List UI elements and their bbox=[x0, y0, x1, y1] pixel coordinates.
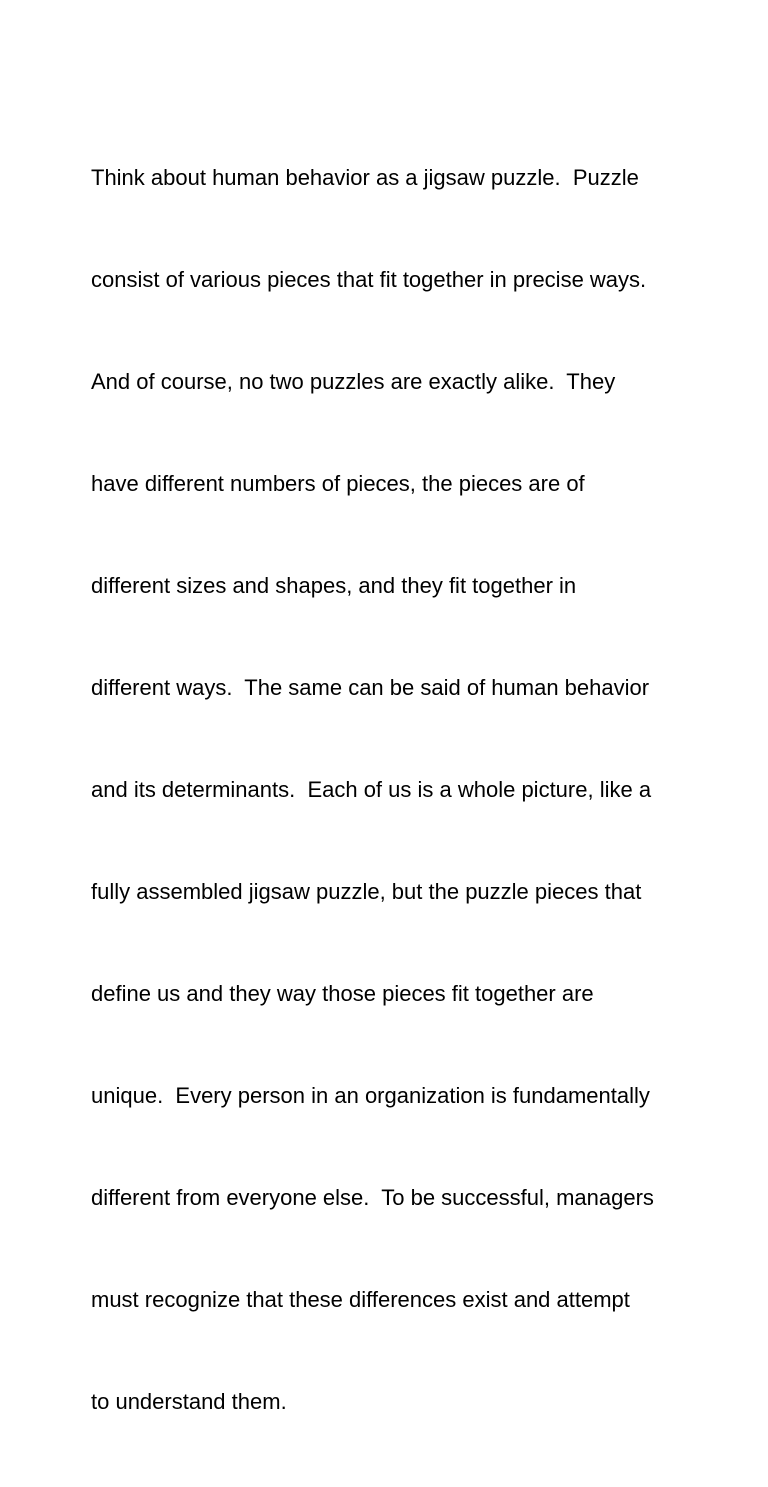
paragraph-line: fully assembled jigsaw puzzle, but the puzzle pieces that bbox=[91, 879, 642, 904]
paragraph-line: have different numbers of pieces, the pieces are of bbox=[91, 471, 585, 496]
paragraph-line: different ways. The same can be said of human behavior bbox=[91, 675, 650, 700]
paragraph-line: define us and they way those pieces fit together are bbox=[91, 981, 594, 1006]
paragraph-line: And of course, no two puzzles are exactly alike. They bbox=[91, 369, 616, 394]
body-paragraph bbox=[91, 93, 691, 1487]
paragraph-line: unique. Every person in an organization is fundamentally bbox=[91, 1083, 650, 1108]
paragraph-line: and its determinants. Each of us is a whole picture, like a bbox=[91, 777, 652, 802]
paragraph-line: different from everyone else. To be successful, managers bbox=[91, 1185, 654, 1210]
paragraph-line: consist of various pieces that fit together in precise ways. bbox=[91, 267, 647, 292]
paragraph-line: to understand them. bbox=[91, 1389, 287, 1414]
paragraph-line: must recognize that these differences exist and attempt bbox=[91, 1287, 630, 1312]
paragraph-line: Think about human behavior as a jigsaw puzzle. Puzzle bbox=[91, 165, 639, 190]
paragraph-line: different sizes and shapes, and they fit together in bbox=[91, 573, 577, 598]
